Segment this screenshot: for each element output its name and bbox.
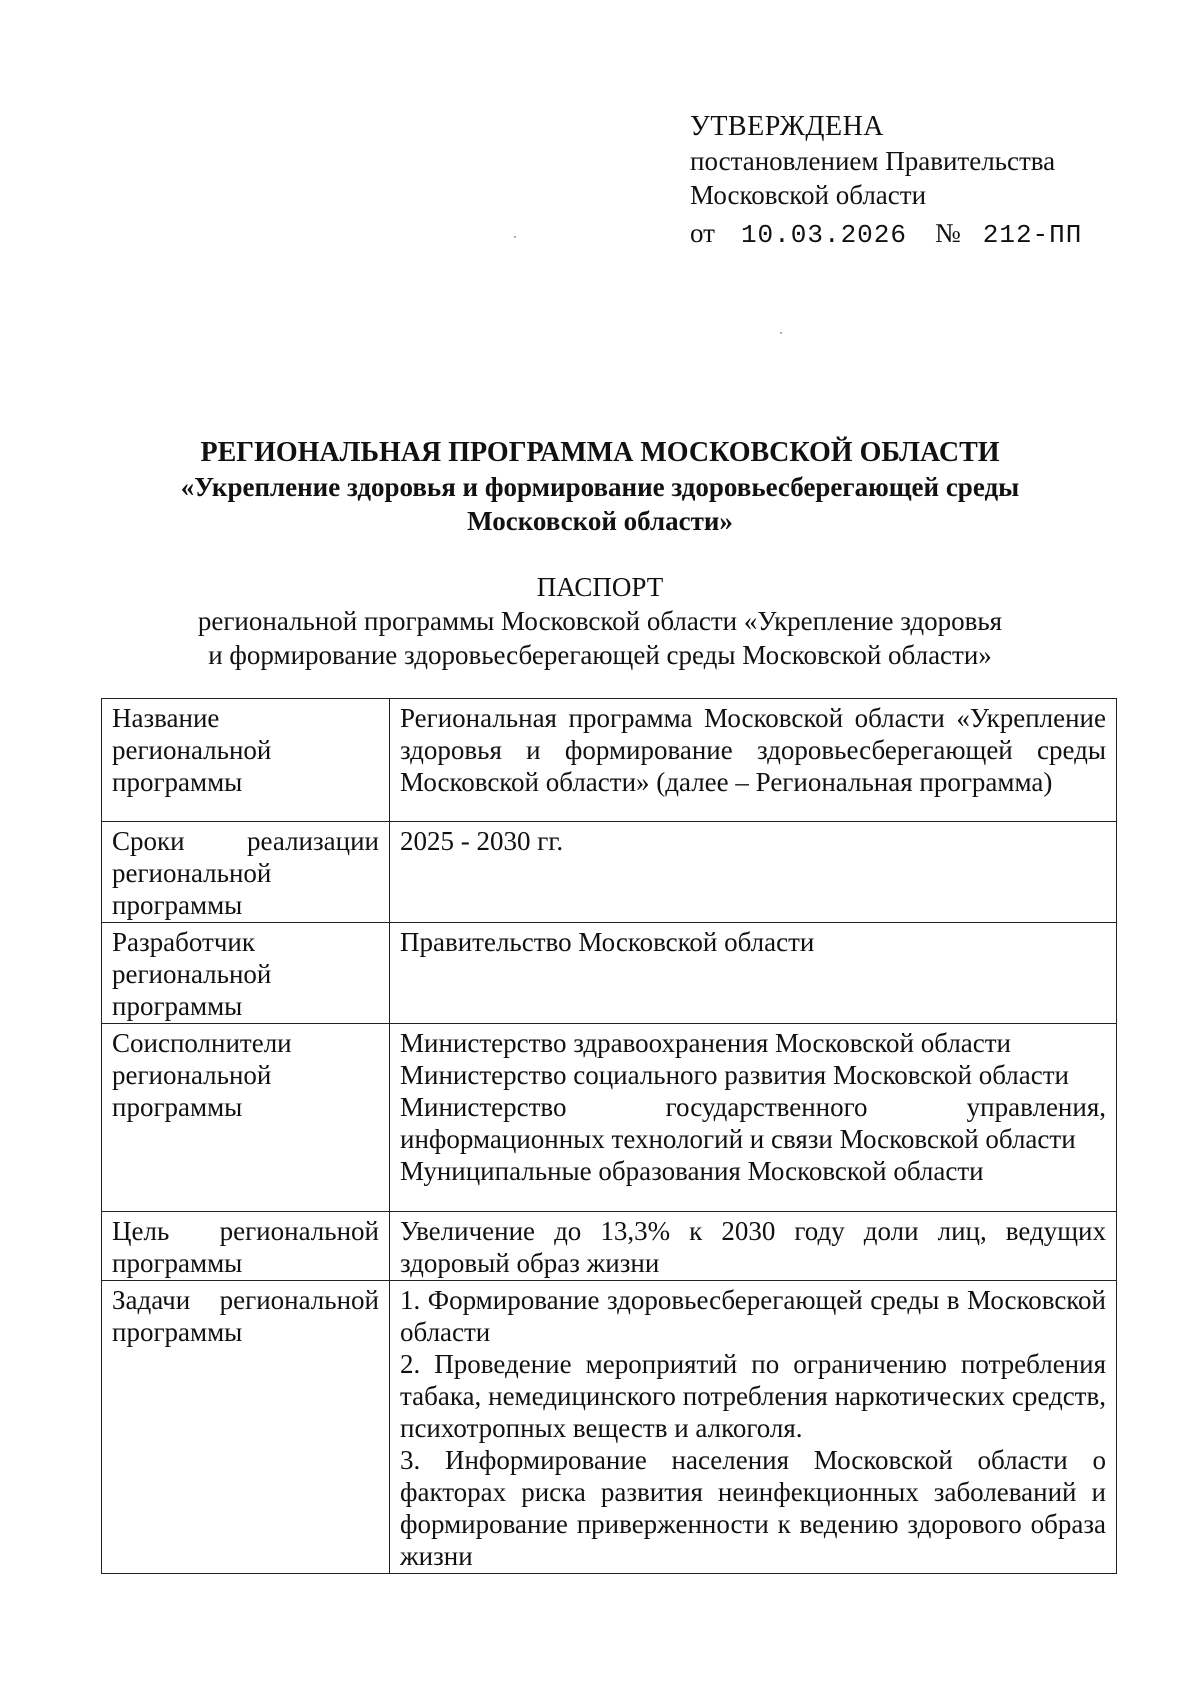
passport-subtitle-2: и формирование здоровьесберегающей среды Московской области» bbox=[208, 640, 992, 670]
row-value bbox=[390, 1024, 1117, 1212]
approval-line-2: Московской области bbox=[690, 180, 927, 210]
row-label-text: Название региональной программы bbox=[112, 703, 272, 797]
decree-date: 10.03.2026 bbox=[740, 220, 907, 250]
row-value: 2025 - 2030 гг. bbox=[390, 822, 1117, 923]
from-label: от bbox=[690, 218, 715, 248]
table-row bbox=[102, 699, 1117, 822]
passport-table bbox=[101, 698, 1117, 1574]
title-line-3: Московской области» bbox=[467, 506, 733, 536]
passport-heading: ПАСПОРТ bbox=[536, 572, 664, 602]
scan-speck bbox=[780, 332, 782, 334]
row-label bbox=[102, 699, 390, 822]
table-row bbox=[102, 923, 1117, 1024]
number-sign: № bbox=[934, 218, 961, 248]
value-line: Министерство здравоохранения Московской области bbox=[400, 1028, 1012, 1058]
row-value bbox=[390, 1281, 1117, 1574]
table-row bbox=[102, 1212, 1117, 1281]
row-label bbox=[102, 1024, 390, 1212]
passport-subtitle-1: региональной программы Московской области «Укрепление здоровья bbox=[197, 606, 1003, 636]
value-line: Муниципальные образования Московской области bbox=[400, 1156, 984, 1186]
title-line-2: «Укрепление здоровья и формирование здоровьесберегающей среды bbox=[180, 472, 1020, 502]
approval-line-1: постановлением Правительства bbox=[690, 146, 1056, 176]
value-line: 2. Проведение мероприятий по ограничению потребления табака, немедицинского потребления наркотических средств, психотропных веществ и алкоголя. bbox=[400, 1349, 1106, 1443]
decree-number: 212-ПП bbox=[982, 220, 1083, 250]
approval-block bbox=[690, 110, 1082, 252]
row-label: Сроки реализации региональной программы bbox=[102, 822, 390, 923]
row-label: Цель региональной программы bbox=[102, 1212, 390, 1281]
table-row bbox=[102, 1281, 1117, 1574]
value-line: Министерство социального развития Московской области bbox=[400, 1060, 1069, 1090]
value-line: 1. Формирование здоровьесберегающей среды в Московской области bbox=[400, 1285, 1106, 1347]
row-label-text: Разработчик региональной программы bbox=[112, 927, 272, 1021]
row-label bbox=[102, 1281, 390, 1574]
passport-heading-block bbox=[100, 570, 1100, 672]
value-line: 3. Информирование населения Московской области о факторах риска развития неинфекционных заболеваний и формирование приверженности к ведению здорового образа жизни bbox=[400, 1445, 1106, 1571]
row-label-text: Соисполнители региональной программы bbox=[112, 1028, 292, 1122]
approval-dateline bbox=[690, 216, 1082, 252]
document-title bbox=[100, 436, 1100, 538]
row-label-text: Задачи региональной программы bbox=[112, 1285, 379, 1347]
table-row bbox=[102, 1024, 1117, 1212]
row-value: Увеличение до 13,3% к 2030 году доли лиц, ведущих здоровый образ жизни bbox=[390, 1212, 1117, 1281]
row-value: Правительство Московской области bbox=[390, 923, 1117, 1024]
approval-heading: УТВЕРЖДЕНА bbox=[690, 111, 885, 142]
table-row bbox=[102, 822, 1117, 923]
row-value: Региональная программа Московской области «Укрепление здоровья и формирование здоровьесберегающей среды Московской области» (далее – Региональная программа) bbox=[390, 699, 1117, 822]
title-line-1: РЕГИОНАЛЬНАЯ ПРОГРАММА МОСКОВСКОЙ ОБЛАСТИ bbox=[200, 437, 1000, 468]
value-line: Министерство государственного управления, информационных технологий и связи Московской области bbox=[400, 1092, 1106, 1154]
scan-speck bbox=[514, 236, 516, 238]
row-label bbox=[102, 923, 390, 1024]
